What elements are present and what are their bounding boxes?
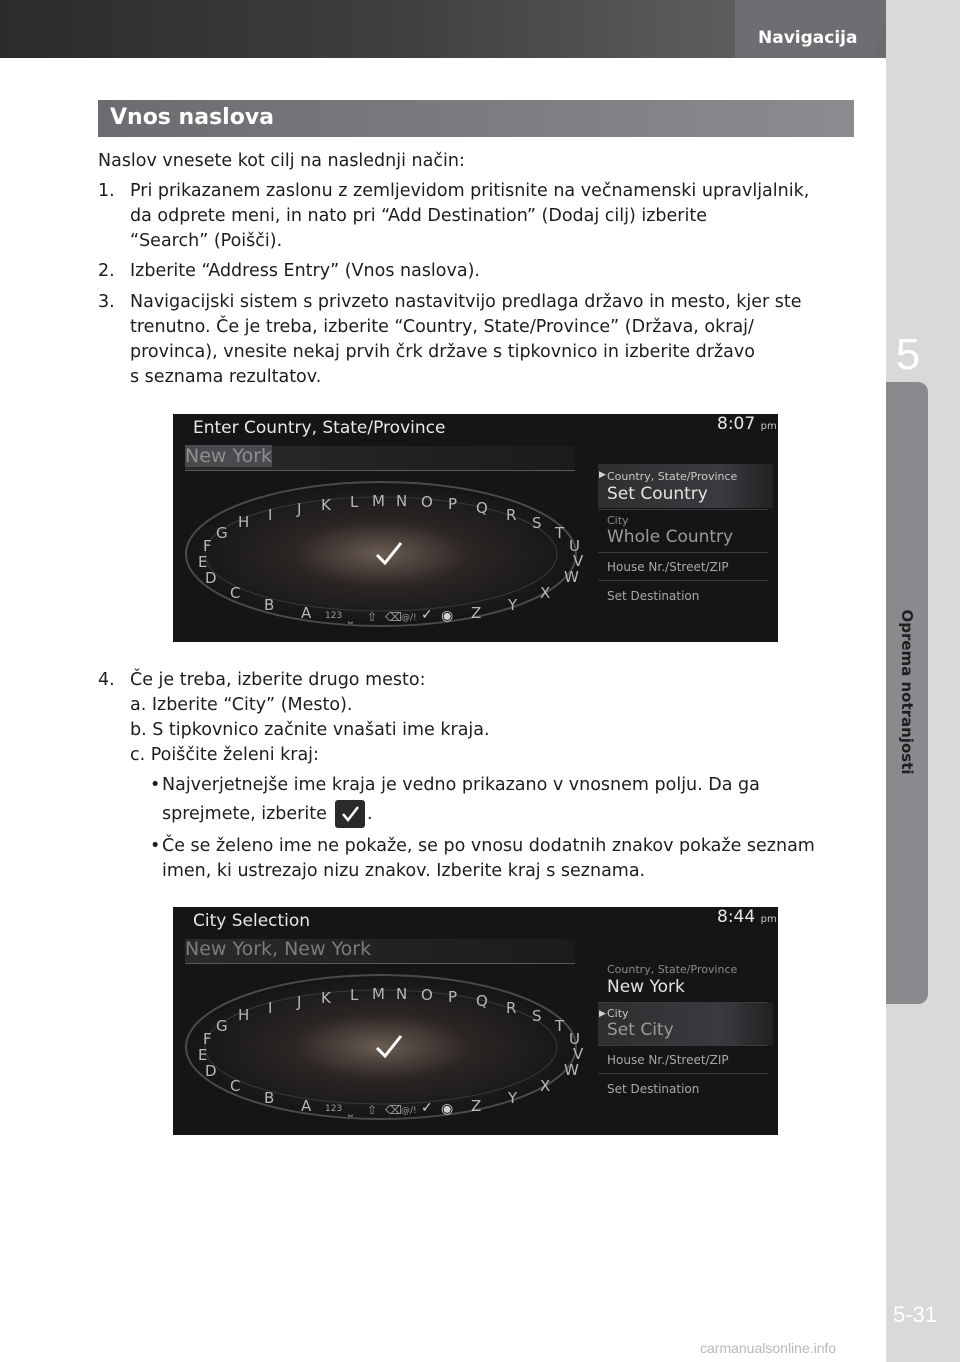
menu-value-country: Set Country [607, 484, 708, 504]
chapter-number: 5 [895, 330, 921, 379]
key-b[interactable]: B [264, 1089, 275, 1107]
key-s[interactable]: S [532, 1007, 542, 1025]
menu-item-country[interactable]: Country, State/Province [607, 470, 738, 483]
section-heading [98, 100, 854, 137]
key-t[interactable]: T [555, 524, 565, 542]
bullet: • [150, 836, 161, 856]
bullet-text: Če se želeno ime ne pokaže, se po vnosu dodatnih znakov pokaže seznam [162, 836, 815, 856]
step-text: “Search” (Poišči). [130, 231, 283, 251]
symbol-key[interactable]: @/! [401, 613, 417, 623]
key-s[interactable]: S [532, 514, 542, 532]
divider [598, 1073, 768, 1074]
key-b[interactable]: B [264, 596, 275, 614]
divider [598, 580, 768, 581]
menu-item-street[interactable]: House Nr./Street/ZIP [607, 560, 729, 574]
nav-screenshot-country [173, 414, 778, 642]
screen-clock: 8:07 pm [717, 414, 777, 434]
menu-item-set-destination[interactable]: Set Destination [607, 589, 700, 603]
numeric-key[interactable]: 123 [325, 1104, 343, 1114]
header-title: Navigacija [758, 28, 858, 48]
menu-item-set-destination[interactable]: Set Destination [607, 1082, 700, 1096]
screen-clock: 8:44 pm [717, 907, 777, 927]
confirm-check-icon[interactable]: ✓ [421, 607, 433, 623]
numeric-key[interactable]: 123 [325, 611, 343, 621]
key-a[interactable]: A [301, 1097, 312, 1115]
step-number: 2. [98, 261, 115, 281]
key-y[interactable]: Y [508, 1089, 518, 1107]
step-text: da odprete meni, in nato pri “Add Destination” (Dodaj cilj) izberite [130, 206, 707, 226]
key-f[interactable]: F [203, 537, 212, 555]
substep-text: c. Poiščite želeni kraj: [130, 745, 319, 765]
key-j[interactable]: J [297, 993, 302, 1011]
key-o[interactable]: O [421, 493, 433, 511]
arrow-right-icon: ▶ [599, 1009, 606, 1019]
screen-title: City Selection [193, 911, 311, 931]
page-number: 5-31 [893, 1302, 938, 1327]
key-k[interactable]: K [321, 989, 331, 1007]
key-g[interactable]: G [216, 1017, 228, 1035]
key-q[interactable]: Q [476, 992, 488, 1010]
key-n[interactable]: N [396, 985, 408, 1003]
key-l[interactable]: L [350, 986, 359, 1004]
key-d[interactable]: D [205, 1062, 217, 1080]
key-u[interactable]: U [569, 1030, 580, 1048]
confirm-check-icon[interactable]: ✓ [421, 1100, 433, 1116]
backspace-icon[interactable]: ⌫ [385, 610, 402, 624]
menu-value-country: New York [607, 977, 685, 997]
nav-screenshot-city [173, 907, 778, 1135]
bullet-text: sprejmete, izberite [162, 804, 327, 824]
step-number: 3. [98, 292, 115, 312]
address-menu [598, 464, 778, 642]
step-text: trenutno. Če je treba, izberite “Country, State/Province” (Država, okraj/ [130, 317, 754, 337]
key-w[interactable]: W [564, 568, 579, 586]
menu-item-country[interactable]: Country, State/Province [607, 963, 738, 976]
step-text: provinca), vnesite nekaj prvih črk države s tipkovnico in izberite državo [130, 342, 755, 362]
address-menu [598, 957, 778, 1135]
key-c[interactable]: C [230, 584, 241, 602]
key-q[interactable]: Q [476, 499, 488, 517]
key-h[interactable]: H [238, 1006, 250, 1024]
key-l[interactable]: L [350, 493, 359, 511]
arrow-right-icon: ▶ [599, 470, 606, 480]
key-t[interactable]: T [555, 1017, 565, 1035]
key-g[interactable]: G [216, 524, 228, 542]
space-icon[interactable]: ⎵ [348, 610, 353, 624]
key-v[interactable]: V [573, 1045, 584, 1063]
step-number: 4. [98, 670, 115, 690]
input-text: New York [185, 445, 273, 467]
key-o[interactable]: O [421, 986, 433, 1004]
key-z[interactable]: Z [471, 1097, 482, 1115]
key-p[interactable]: P [448, 988, 458, 1006]
globe-icon[interactable]: ◉ [441, 608, 454, 624]
key-a[interactable]: A [301, 604, 312, 622]
section-title: Vnos naslova [110, 105, 275, 130]
key-i[interactable]: I [268, 506, 273, 524]
step-text: Navigacijski sistem s privzeto nastavitvijo predlaga državo in mesto, kjer ste [130, 292, 802, 312]
key-d[interactable]: D [205, 569, 217, 587]
space-icon[interactable]: ⎵ [348, 1103, 353, 1117]
key-x[interactable]: X [540, 584, 551, 602]
key-z[interactable]: Z [471, 604, 482, 622]
screen-title: Enter Country, State/Province [193, 418, 446, 438]
step-number: 1. [98, 181, 115, 201]
key-r[interactable]: R [506, 999, 517, 1017]
intro-text: Naslov vnesete kot cilj na naslednji način: [98, 151, 465, 171]
key-p[interactable]: P [448, 495, 458, 513]
key-e[interactable]: E [198, 1046, 208, 1064]
divider [598, 1045, 768, 1046]
bullet: • [150, 775, 161, 795]
step-text: Pri prikazanem zaslonu z zemljevidom pritisnite na večnamenski upravljalnik, [130, 181, 810, 201]
step-text: s seznama rezultatov. [130, 367, 322, 387]
key-y[interactable]: Y [508, 596, 518, 614]
menu-value-city: Whole Country [607, 527, 734, 547]
shift-icon[interactable]: ⇧ [367, 610, 378, 624]
key-m[interactable]: M [372, 985, 385, 1003]
step-text: Če je treba, izberite drugo mesto: [130, 670, 426, 690]
key-r[interactable]: R [506, 506, 517, 524]
key-i[interactable]: I [268, 999, 273, 1017]
substep-text: b. S tipkovnico začnite vnašati ime kraja. [130, 720, 490, 740]
globe-icon[interactable]: ◉ [441, 1101, 454, 1117]
key-c[interactable]: C [230, 1077, 241, 1095]
shift-icon[interactable]: ⇧ [367, 1103, 378, 1117]
key-e[interactable]: E [198, 553, 208, 571]
key-n[interactable]: N [396, 492, 408, 510]
watermark: carmanualsonline.info [700, 1340, 837, 1356]
destination-input[interactable] [185, 939, 575, 964]
key-w[interactable]: W [564, 1061, 579, 1079]
step-text: Izberite “Address Entry” (Vnos naslova). [130, 261, 480, 281]
key-x[interactable]: X [540, 1077, 551, 1095]
symbol-key[interactable]: @/! [401, 1106, 417, 1116]
menu-value-city: Set City [607, 1020, 674, 1040]
check-button-icon [335, 800, 365, 828]
key-k[interactable]: K [321, 496, 331, 514]
divider [598, 509, 768, 510]
key-u[interactable]: U [569, 537, 580, 555]
menu-item-city[interactable]: City [607, 1007, 629, 1020]
key-j[interactable]: J [297, 500, 302, 518]
menu-item-street[interactable]: House Nr./Street/ZIP [607, 1053, 729, 1067]
key-m[interactable]: M [372, 492, 385, 510]
bullet-text-end: . [367, 804, 373, 824]
divider [598, 552, 768, 553]
substep-text: a. Izberite “City” (Mesto). [130, 695, 353, 715]
bullet-text: imen, ki ustrezajo nizu znakov. Izberite kraj s seznama. [162, 861, 646, 881]
bullet-text: Najverjetnejše ime kraja je vedno prikazano v vnosnem polju. Da ga [162, 775, 760, 795]
menu-item-city[interactable]: City [607, 514, 629, 527]
destination-input[interactable] [185, 446, 575, 471]
chapter-label: Oprema notranjosti [898, 609, 916, 775]
key-f[interactable]: F [203, 1030, 212, 1048]
backspace-icon[interactable]: ⌫ [385, 1103, 402, 1117]
key-h[interactable]: H [238, 513, 250, 531]
key-v[interactable]: V [573, 552, 584, 570]
input-text: New York, New York [185, 938, 372, 960]
